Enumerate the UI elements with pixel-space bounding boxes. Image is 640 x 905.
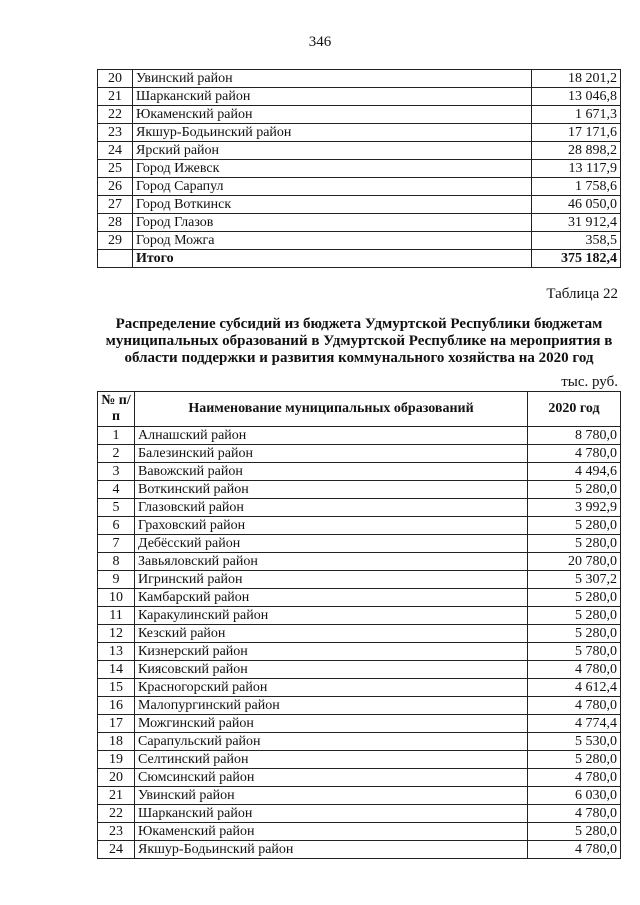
amount-value: 1 671,3 bbox=[532, 106, 621, 124]
row-number: 20 bbox=[98, 769, 135, 787]
total-num-cell bbox=[98, 250, 133, 268]
municipality-name: Город Глазов bbox=[133, 214, 532, 232]
row-number: 10 bbox=[98, 589, 135, 607]
amount-value: 17 171,6 bbox=[532, 124, 621, 142]
row-number: 26 bbox=[98, 178, 133, 196]
table-row bbox=[98, 697, 621, 715]
row-number: 17 bbox=[98, 715, 135, 733]
table-row bbox=[98, 823, 621, 841]
municipality-name: Граховский район bbox=[135, 517, 528, 535]
row-number: 21 bbox=[98, 88, 133, 106]
row-number: 8 bbox=[98, 553, 135, 571]
municipality-name: Можгинский район bbox=[135, 715, 528, 733]
amount-value: 5 530,0 bbox=[528, 733, 621, 751]
municipality-name: Селтинский район bbox=[135, 751, 528, 769]
row-number: 12 bbox=[98, 625, 135, 643]
row-number: 23 bbox=[98, 124, 133, 142]
row-number: 3 bbox=[98, 463, 135, 481]
amount-value: 5 780,0 bbox=[528, 643, 621, 661]
amount-value: 4 780,0 bbox=[528, 841, 621, 859]
subsidy-table-2020 bbox=[97, 391, 621, 859]
amount-value: 358,5 bbox=[532, 232, 621, 250]
table-row bbox=[98, 481, 621, 499]
municipality-name: Сарапульский район bbox=[135, 733, 528, 751]
municipality-name: Киясовский район bbox=[135, 661, 528, 679]
table-row bbox=[98, 196, 621, 214]
table2-body bbox=[98, 427, 621, 859]
row-number: 29 bbox=[98, 232, 133, 250]
amount-value: 4 774,4 bbox=[528, 715, 621, 733]
table-row bbox=[98, 124, 621, 142]
row-number: 22 bbox=[98, 805, 135, 823]
amount-value: 28 898,2 bbox=[532, 142, 621, 160]
municipality-name: Игринский район bbox=[135, 571, 528, 589]
table-row bbox=[98, 427, 621, 445]
row-number: 19 bbox=[98, 751, 135, 769]
table-row bbox=[98, 607, 621, 625]
table-row bbox=[98, 841, 621, 859]
row-number: 20 bbox=[98, 70, 133, 88]
header-name: Наименование муниципальных образований bbox=[135, 392, 528, 427]
row-number: 25 bbox=[98, 160, 133, 178]
municipality-name: Кизнерский район bbox=[135, 643, 528, 661]
amount-value: 1 758,6 bbox=[532, 178, 621, 196]
table-row bbox=[98, 88, 621, 106]
units-label: тыс. руб. bbox=[561, 374, 618, 390]
amount-value: 4 780,0 bbox=[528, 661, 621, 679]
municipality-name: Шарканский район bbox=[133, 88, 532, 106]
table-row bbox=[98, 661, 621, 679]
municipality-name: Алнашский район bbox=[135, 427, 528, 445]
table-row bbox=[98, 499, 621, 517]
amount-value: 3 992,9 bbox=[528, 499, 621, 517]
amount-value: 4 780,0 bbox=[528, 445, 621, 463]
table-row bbox=[98, 106, 621, 124]
municipality-name: Сюмсинский район bbox=[135, 769, 528, 787]
table-row bbox=[98, 715, 621, 733]
table-row bbox=[98, 643, 621, 661]
amount-value: 5 280,0 bbox=[528, 751, 621, 769]
table-row bbox=[98, 733, 621, 751]
municipality-name: Якшур-Бодьинский район bbox=[135, 841, 528, 859]
table-row bbox=[98, 463, 621, 481]
row-number: 28 bbox=[98, 214, 133, 232]
row-number: 23 bbox=[98, 823, 135, 841]
row-number: 5 bbox=[98, 499, 135, 517]
table-row bbox=[98, 70, 621, 88]
municipality-name: Воткинский район bbox=[135, 481, 528, 499]
table-row bbox=[98, 805, 621, 823]
row-number: 15 bbox=[98, 679, 135, 697]
table-label: Таблица 22 bbox=[546, 286, 618, 302]
table-row bbox=[98, 517, 621, 535]
header-year: 2020 год bbox=[528, 392, 621, 427]
row-number: 21 bbox=[98, 787, 135, 805]
municipality-name: Кезский район bbox=[135, 625, 528, 643]
municipality-name: Город Воткинск bbox=[133, 196, 532, 214]
municipality-name: Якшур-Бодьинский район bbox=[133, 124, 532, 142]
amount-value: 31 912,4 bbox=[532, 214, 621, 232]
amount-value: 5 280,0 bbox=[528, 823, 621, 841]
row-number: 9 bbox=[98, 571, 135, 589]
row-number: 11 bbox=[98, 607, 135, 625]
row-number: 24 bbox=[98, 841, 135, 859]
table-row bbox=[98, 787, 621, 805]
table-row bbox=[98, 679, 621, 697]
table-row bbox=[98, 535, 621, 553]
municipality-name: Завьяловский район bbox=[135, 553, 528, 571]
amount-value: 5 280,0 bbox=[528, 481, 621, 499]
amount-value: 5 280,0 bbox=[528, 625, 621, 643]
table-row bbox=[98, 160, 621, 178]
row-number: 7 bbox=[98, 535, 135, 553]
amount-value: 5 280,0 bbox=[528, 517, 621, 535]
table-row bbox=[98, 142, 621, 160]
municipality-name: Увинский район bbox=[133, 70, 532, 88]
municipality-name: Шарканский район bbox=[135, 805, 528, 823]
amount-value: 4 612,4 bbox=[528, 679, 621, 697]
table-row bbox=[98, 589, 621, 607]
amount-value: 18 201,2 bbox=[532, 70, 621, 88]
row-number: 24 bbox=[98, 142, 133, 160]
header-num: № п/п bbox=[98, 392, 135, 427]
subsidy-table-continued bbox=[97, 69, 621, 268]
total-value: 375 182,4 bbox=[532, 250, 621, 268]
municipality-name: Город Сарапул bbox=[133, 178, 532, 196]
row-number: 22 bbox=[98, 106, 133, 124]
municipality-name: Каракулинский район bbox=[135, 607, 528, 625]
table1-body bbox=[98, 70, 621, 250]
table-row bbox=[98, 214, 621, 232]
municipality-name: Красногорский район bbox=[135, 679, 528, 697]
table-row bbox=[98, 625, 621, 643]
row-number: 14 bbox=[98, 661, 135, 679]
row-number: 27 bbox=[98, 196, 133, 214]
total-label: Итого bbox=[133, 250, 532, 268]
amount-value: 13 046,8 bbox=[532, 88, 621, 106]
municipality-name: Юкаменский район bbox=[133, 106, 532, 124]
amount-value: 8 780,0 bbox=[528, 427, 621, 445]
amount-value: 5 280,0 bbox=[528, 589, 621, 607]
municipality-name: Ярский район bbox=[133, 142, 532, 160]
municipality-name: Глазовский район bbox=[135, 499, 528, 517]
amount-value: 46 050,0 bbox=[532, 196, 621, 214]
municipality-name: Город Ижевск bbox=[133, 160, 532, 178]
row-number: 4 bbox=[98, 481, 135, 499]
amount-value: 4 780,0 bbox=[528, 697, 621, 715]
table-row bbox=[98, 553, 621, 571]
amount-value: 5 307,2 bbox=[528, 571, 621, 589]
row-number: 6 bbox=[98, 517, 135, 535]
table1-total-row bbox=[98, 250, 621, 268]
row-number: 13 bbox=[98, 643, 135, 661]
table-row bbox=[98, 178, 621, 196]
municipality-name: Город Можга bbox=[133, 232, 532, 250]
municipality-name: Юкаменский район bbox=[135, 823, 528, 841]
municipality-name: Балезинский район bbox=[135, 445, 528, 463]
table-row bbox=[98, 232, 621, 250]
row-number: 1 bbox=[98, 427, 135, 445]
table-row bbox=[98, 571, 621, 589]
amount-value: 20 780,0 bbox=[528, 553, 621, 571]
amount-value: 4 780,0 bbox=[528, 805, 621, 823]
table-title: Распределение субсидий из бюджета Удмуртской Республики бюджетам муниципальных образований в Удмуртской Республике на мероприятия в области поддержки и развития коммунального хозяйства на 2020 год bbox=[105, 316, 613, 366]
amount-value: 5 280,0 bbox=[528, 607, 621, 625]
page-number: 346 bbox=[308, 34, 332, 50]
table-row bbox=[98, 769, 621, 787]
row-number: 16 bbox=[98, 697, 135, 715]
amount-value: 13 117,9 bbox=[532, 160, 621, 178]
municipality-name: Увинский район bbox=[135, 787, 528, 805]
municipality-name: Малопургинский район bbox=[135, 697, 528, 715]
table2-header-row bbox=[98, 392, 621, 427]
row-number: 18 bbox=[98, 733, 135, 751]
amount-value: 5 280,0 bbox=[528, 535, 621, 553]
municipality-name: Вавожский район bbox=[135, 463, 528, 481]
amount-value: 4 494,6 bbox=[528, 463, 621, 481]
table-row bbox=[98, 445, 621, 463]
municipality-name: Дебёсский район bbox=[135, 535, 528, 553]
municipality-name: Камбарский район bbox=[135, 589, 528, 607]
amount-value: 6 030,0 bbox=[528, 787, 621, 805]
row-number: 2 bbox=[98, 445, 135, 463]
amount-value: 4 780,0 bbox=[528, 769, 621, 787]
table-row bbox=[98, 751, 621, 769]
